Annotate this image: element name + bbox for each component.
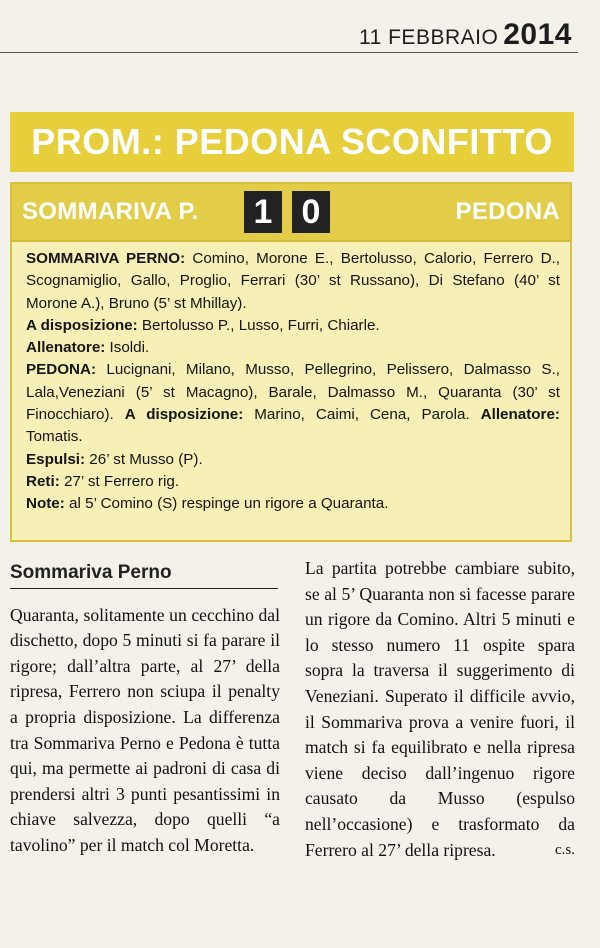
lineup-text: Marino, Caimi, Cena, Parola. [243, 406, 481, 424]
lineup-label: SOMMARIVA PERNO: [26, 250, 186, 267]
home-team: SOMMARIVA P. [22, 198, 199, 225]
dateline-day-month: 11 FEBBRAIO [358, 26, 499, 49]
lineup-label: PEDONA: [26, 361, 97, 379]
lineup-goals [26, 471, 560, 493]
article-column-2 [305, 556, 575, 863]
header-rule [0, 52, 578, 53]
article-column-1 [10, 560, 280, 859]
lineup-label: Allenatore: [480, 406, 560, 424]
dateline [359, 18, 572, 52]
lineup-text: Isoldi. [105, 339, 150, 357]
lineup-home-coach [26, 337, 560, 359]
home-score: 1 [244, 191, 282, 233]
lineup-text: 27’ st Ferrero rig. [59, 472, 180, 490]
article-text: La partita potrebbe cambiare subito, se al 5’ Quaranta non si facesse parare un rigore da Comino. Altri 5 minuti e lo stesso numero 11 ospite spara sopra la traversa il suggerimento di Veneziani. Superato il difficile avvio, il Sommariva prova a venire fuori, il match si fa equilibrato e nella ripresa viene deciso dall’ingenuo rigore causato da Musso (espulso nell’occasione) e trasformato da Ferrero al 27’ della ripresa. [305, 558, 575, 860]
lineup-text: Comino, Morone E., Bertolusso, Calorio, Ferrero D., Scognamiglio, Gallo, Proglio, Ferrari (30’ st Russano), Di Stefano (40’ st Morone A.), Bruno (5’ st Mhillay). [26, 250, 560, 312]
lineup-text: Bertolusso P., Lusso, Furri, Chiarle. [137, 316, 380, 334]
lineup-text: Tomatis. [26, 428, 83, 446]
lineup-home [26, 248, 560, 315]
lineup-label: Reti: [26, 472, 60, 490]
lineup-sent-off [26, 449, 560, 471]
scoreboard [12, 184, 570, 242]
dateline-year: 2014 [503, 18, 572, 51]
lineups [12, 242, 570, 516]
lineup-notes [26, 493, 560, 515]
author-signature: c.s. [555, 841, 575, 858]
lineup-label: A disposizione: [26, 316, 138, 334]
away-team: PEDONA [455, 198, 560, 225]
match-box [10, 182, 572, 542]
lineup-text: Lucignani, Milano, Musso, Pellegrino, Pelissero, Dalmasso S., Lala,Veneziani (5’ st Macagno), Barale, Dalmasso M., Quaranta (30’ st Finocchiaro). [26, 361, 560, 424]
score-digits [244, 191, 330, 233]
lineup-label: Espulsi: [26, 450, 86, 468]
lineup-text: 26’ st Musso (P). [85, 450, 203, 468]
lineup-label: A disposizione: [124, 406, 244, 424]
lineup-text: al 5’ Comino (S) respinge un rigore a Quaranta. [64, 495, 389, 513]
away-score: 0 [292, 191, 330, 233]
article-paragraph [305, 556, 575, 863]
lineup-label: Allenatore: [26, 339, 106, 357]
headline: PROM.: PEDONA SCONFITTO [10, 112, 574, 172]
article-paragraph: Quaranta, solitamente un cecchino dal dischetto, dopo 5 minuti si fa parare il rigore; dall’altra parte, al 27’ della ripresa, Ferrero non sciupa il penalty a propria disposizione. La differenza tra Sommariva Perno e Pedona è tutta qui, ma permette ai padroni di casa di prendersi altri 3 punti pesantissimi in chiave salvezza, dopo quelli “a tavolino” per il match col Moretta. [10, 604, 280, 855]
section-title: Sommariva Perno [10, 560, 278, 589]
lineup-away [26, 359, 560, 448]
lineup-label: Note: [26, 495, 65, 513]
lineup-home-bench [26, 315, 560, 337]
